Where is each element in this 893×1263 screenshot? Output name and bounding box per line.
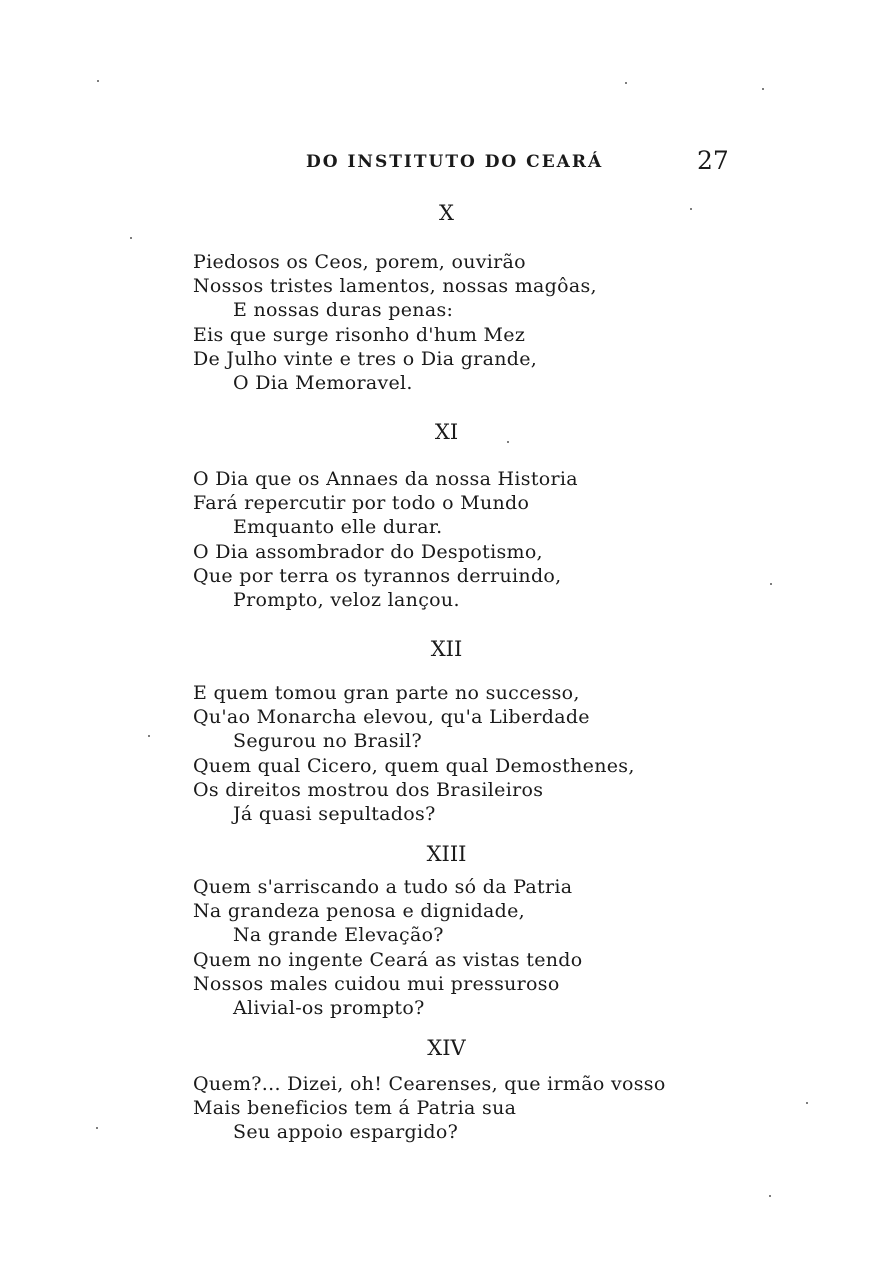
verse-line: Seu appoio espargido?	[233, 1121, 459, 1144]
verse-line: Que por terra os tyrannos derruindo,	[193, 564, 562, 587]
verse-line: Na grande Elevação?	[233, 924, 444, 947]
scan-speck	[806, 1102, 808, 1104]
verse-line: Na grandeza penosa e dignidade,	[193, 900, 526, 923]
verse-line: Prompto, veloz lançou.	[233, 588, 460, 611]
stanza-heading-x: X	[439, 201, 454, 225]
verse-line: E nossas duras penas:	[233, 299, 454, 322]
page-number: 27	[697, 146, 729, 175]
stanza-heading-xii: XII	[430, 637, 463, 661]
verse-line: O Dia Memoravel.	[233, 371, 413, 394]
verse-line: O Dia assombrador do Despotismo,	[193, 540, 543, 563]
stanza-heading-xiii: XIII	[426, 842, 467, 866]
stanza-xii	[193, 681, 635, 826]
scan-speck	[762, 88, 764, 90]
verse-line: Quem?... Dizei, oh! Cearenses, que irmão vosso	[193, 1073, 666, 1095]
verse-line: Os direitos mostrou dos Brasileiros	[193, 778, 544, 801]
verse-line: Eis que surge risonho d'hum Mez	[193, 323, 526, 346]
scan-speck	[507, 441, 509, 443]
stanza-xiv	[193, 1072, 666, 1145]
verse-line: Qu'ao Monarcha elevou, qu'a Liberdade	[193, 706, 590, 729]
stanza-xi	[193, 467, 578, 612]
verse-line: E quem tomou gran parte no successo,	[193, 682, 580, 704]
scan-speck	[97, 80, 99, 82]
verse-line: Piedosos os Ceos, porem, ouvirão	[193, 251, 526, 273]
verse-line: Quem qual Cicero, quem qual Demosthenes,	[193, 754, 635, 777]
verse-line: Nossos males cuidou mui pressuroso	[193, 972, 560, 995]
scan-speck	[96, 1127, 98, 1129]
scan-speck	[625, 82, 627, 84]
verse-line: Alivial-os prompto?	[233, 996, 425, 1019]
verse-line: O Dia que os Annaes da nossa Historia	[193, 468, 578, 490]
verse-line: Emquanto elle durar.	[233, 516, 443, 539]
stanza-heading-xi: XI	[434, 420, 459, 444]
scan-speck	[690, 208, 692, 210]
verse-line: Já quasi sepultados?	[233, 802, 436, 825]
scan-speck	[769, 1195, 771, 1197]
verse-line: Nossos tristes lamentos, nossas magôas,	[193, 275, 597, 298]
stanza-xiii	[193, 875, 583, 1020]
verse-line: Segurou no Brasil?	[233, 730, 423, 753]
verse-line: De Julho vinte e tres o Dia grande,	[193, 347, 538, 370]
verse-line: Mais beneficios tem á Patria sua	[193, 1097, 517, 1120]
scan-speck	[148, 735, 150, 737]
stanza-x	[193, 250, 597, 395]
running-head: DO INSTITUTO DO CEARÁ	[306, 152, 604, 172]
verse-line: Fará repercutir por todo o Mundo	[193, 492, 530, 515]
scan-speck	[130, 237, 132, 239]
verse-line: Quem s'arriscando a tudo só da Patria	[193, 876, 573, 898]
verse-line: Quem no ingente Ceará as vistas tendo	[193, 948, 583, 971]
stanza-heading-xiv: XIV	[427, 1036, 466, 1060]
scan-speck	[770, 583, 772, 585]
